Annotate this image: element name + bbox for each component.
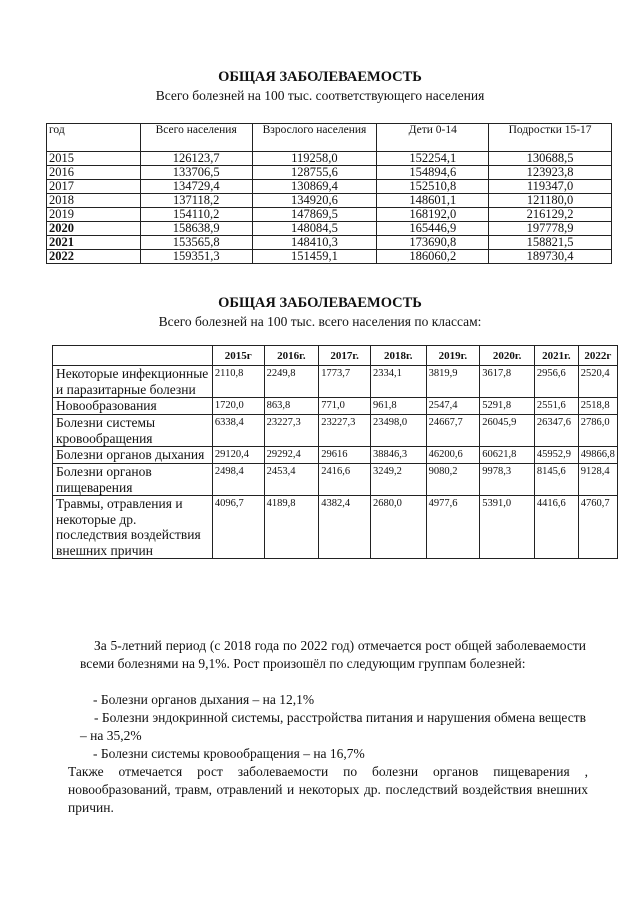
value-cell: 2334,1: [370, 366, 426, 398]
population-morbidity-table: [46, 123, 612, 264]
value-cell: 5291,8: [480, 398, 535, 415]
value-cell: 60621,8: [480, 447, 535, 464]
value-cell: 771,0: [319, 398, 371, 415]
value-cell: 4382,4: [319, 496, 371, 559]
value-cell: 2520,4: [578, 366, 617, 398]
value-cell: 134920,6: [252, 194, 377, 208]
value-cell: 148084,5: [252, 222, 377, 236]
disease-class-cell: Новообразования: [53, 398, 213, 415]
value-cell: 5391,0: [480, 496, 535, 559]
table-row: [53, 415, 618, 447]
value-cell: 2518,8: [578, 398, 617, 415]
value-cell: 3249,2: [370, 464, 426, 496]
value-cell: 26347,6: [534, 415, 578, 447]
value-cell: 863,8: [264, 398, 319, 415]
t1-header-1: Всего населения: [140, 124, 252, 152]
year-cell: 2017: [47, 180, 141, 194]
value-cell: 165446,9: [377, 222, 489, 236]
value-cell: 2453,4: [264, 464, 319, 496]
year-cell: 2016: [47, 166, 141, 180]
table-row: [53, 496, 618, 559]
disease-class-cell: Болезни системы кровообращения: [53, 415, 213, 447]
year-cell: 2019: [47, 208, 141, 222]
value-cell: 6338,4: [212, 415, 264, 447]
value-cell: 4189,8: [264, 496, 319, 559]
table-row: [53, 398, 618, 415]
value-cell: 49866,8: [578, 447, 617, 464]
value-cell: 2551,6: [534, 398, 578, 415]
value-cell: 2498,4: [212, 464, 264, 496]
disease-class-cell: Болезни органов пищеварения: [53, 464, 213, 496]
value-cell: 9128,4: [578, 464, 617, 496]
disease-class-cell: Некоторые инфекционные и паразитарные болезни: [53, 366, 213, 398]
value-cell: 2956,6: [534, 366, 578, 398]
value-cell: 148410,3: [252, 236, 377, 250]
table2-subtitle: Всего болезней на 100 тыс. всего населения по классам:: [158, 314, 482, 329]
bullet-endocrine: - Болезни эндокринной системы, расстройства питания и нарушения обмена веществ – на 35,2%: [80, 710, 586, 743]
value-cell: 2680,0: [370, 496, 426, 559]
t2-header-0: [53, 346, 213, 366]
value-cell: 23227,3: [264, 415, 319, 447]
value-cell: 186060,2: [377, 250, 489, 264]
value-cell: 4977,6: [426, 496, 480, 559]
value-cell: 3819,9: [426, 366, 480, 398]
value-cell: 147869,5: [252, 208, 377, 222]
table-row: [47, 208, 612, 222]
value-cell: 29616: [319, 447, 371, 464]
table-row: [47, 236, 612, 250]
value-cell: 1720,0: [212, 398, 264, 415]
value-cell: 3617,8: [480, 366, 535, 398]
year-cell: 2022: [47, 250, 141, 264]
value-cell: 119347,0: [489, 180, 612, 194]
value-cell: 173690,8: [377, 236, 489, 250]
value-cell: 4096,7: [212, 496, 264, 559]
year-cell: 2021: [47, 236, 141, 250]
value-cell: 133706,5: [140, 166, 252, 180]
table-row: [53, 464, 618, 496]
value-cell: 26045,9: [480, 415, 535, 447]
value-cell: 126123,7: [140, 152, 252, 166]
table1-subtitle: Всего болезней на 100 тыс. соответствующего населения: [155, 88, 485, 103]
t2-header-7: 2021г.: [534, 346, 578, 366]
value-cell: 2416,6: [319, 464, 371, 496]
value-cell: 152254,1: [377, 152, 489, 166]
t1-header-2: Взрослого населения: [252, 124, 377, 152]
disease-class-cell: Травмы, отравления и некоторые др. последствия воздействия внешних причин: [53, 496, 213, 559]
t1-header-3: Дети 0-14: [377, 124, 489, 152]
value-cell: 9080,2: [426, 464, 480, 496]
value-cell: 216129,2: [489, 208, 612, 222]
value-cell: 148601,1: [377, 194, 489, 208]
t2-header-4: 2018г.: [370, 346, 426, 366]
value-cell: 29292,4: [264, 447, 319, 464]
table2-title: ОБЩАЯ ЗАБОЛЕВАЕМОСТЬ: [218, 295, 422, 311]
t2-header-6: 2020г.: [480, 346, 535, 366]
value-cell: 1773,7: [319, 366, 371, 398]
value-cell: 153565,8: [140, 236, 252, 250]
t2-header-3: 2017г.: [319, 346, 371, 366]
value-cell: 23498,0: [370, 415, 426, 447]
table-row: [47, 166, 612, 180]
value-cell: 23227,3: [319, 415, 371, 447]
year-cell: 2018: [47, 194, 141, 208]
t2-header-5: 2019г.: [426, 346, 480, 366]
t2-header-8: 2022г: [578, 346, 617, 366]
value-cell: 2110,8: [212, 366, 264, 398]
conclusion-paragraph: Также отмечается рост заболеваемости по болезни органов пищеварения , новообразований, травм, отравлений и некоторых др. последствий воздействия внешних причин.: [68, 764, 588, 815]
table1-title: ОБЩАЯ ЗАБОЛЕВАЕМОСТЬ: [218, 69, 422, 85]
value-cell: 9978,3: [480, 464, 535, 496]
value-cell: 8145,6: [534, 464, 578, 496]
value-cell: 4760,7: [578, 496, 617, 559]
value-cell: 154894,6: [377, 166, 489, 180]
value-cell: 4416,6: [534, 496, 578, 559]
value-cell: 46200,6: [426, 447, 480, 464]
value-cell: 151459,1: [252, 250, 377, 264]
table-row: [47, 222, 612, 236]
value-cell: 168192,0: [377, 208, 489, 222]
disease-class-cell: Болезни органов дыхания: [53, 447, 213, 464]
value-cell: 45952,9: [534, 447, 578, 464]
year-cell: 2020: [47, 222, 141, 236]
value-cell: 197778,9: [489, 222, 612, 236]
value-cell: 189730,4: [489, 250, 612, 264]
value-cell: 159351,3: [140, 250, 252, 264]
value-cell: 152510,8: [377, 180, 489, 194]
t1-header-4: Подростки 15-17: [489, 124, 612, 152]
value-cell: 123923,8: [489, 166, 612, 180]
table-row: [47, 194, 612, 208]
table-row: [47, 250, 612, 264]
value-cell: 38846,3: [370, 447, 426, 464]
table-row: [47, 180, 612, 194]
value-cell: 2547,4: [426, 398, 480, 415]
year-cell: 2015: [47, 152, 141, 166]
table-row: [53, 447, 618, 464]
table-row: [53, 366, 618, 398]
t1-header-0: год: [47, 124, 141, 152]
value-cell: 134729,4: [140, 180, 252, 194]
summary-paragraph: За 5-летний период (с 2018 года по 2022 год) отмечается рост общей заболеваемости всеми болезнями на 9,1%. Рост произошёл по следующим группам болезней:: [80, 638, 586, 671]
value-cell: 154110,2: [140, 208, 252, 222]
value-cell: 121180,0: [489, 194, 612, 208]
value-cell: 158821,5: [489, 236, 612, 250]
value-cell: 158638,9: [140, 222, 252, 236]
value-cell: 137118,2: [140, 194, 252, 208]
value-cell: 2249,8: [264, 366, 319, 398]
t2-header-1: 2015г: [212, 346, 264, 366]
value-cell: 128755,6: [252, 166, 377, 180]
value-cell: 2786,0: [578, 415, 617, 447]
value-cell: 24667,7: [426, 415, 480, 447]
bullet-respiratory: - Болезни органов дыхания – на 12,1%: [93, 692, 315, 707]
table-row: [47, 152, 612, 166]
t2-header-2: 2016г.: [264, 346, 319, 366]
value-cell: 130869,4: [252, 180, 377, 194]
bullet-circulatory: - Болезни системы кровообращения – на 16,7%: [93, 746, 365, 761]
disease-class-table: [52, 345, 618, 559]
value-cell: 961,8: [370, 398, 426, 415]
value-cell: 29120,4: [212, 447, 264, 464]
value-cell: 130688,5: [489, 152, 612, 166]
value-cell: 119258,0: [252, 152, 377, 166]
